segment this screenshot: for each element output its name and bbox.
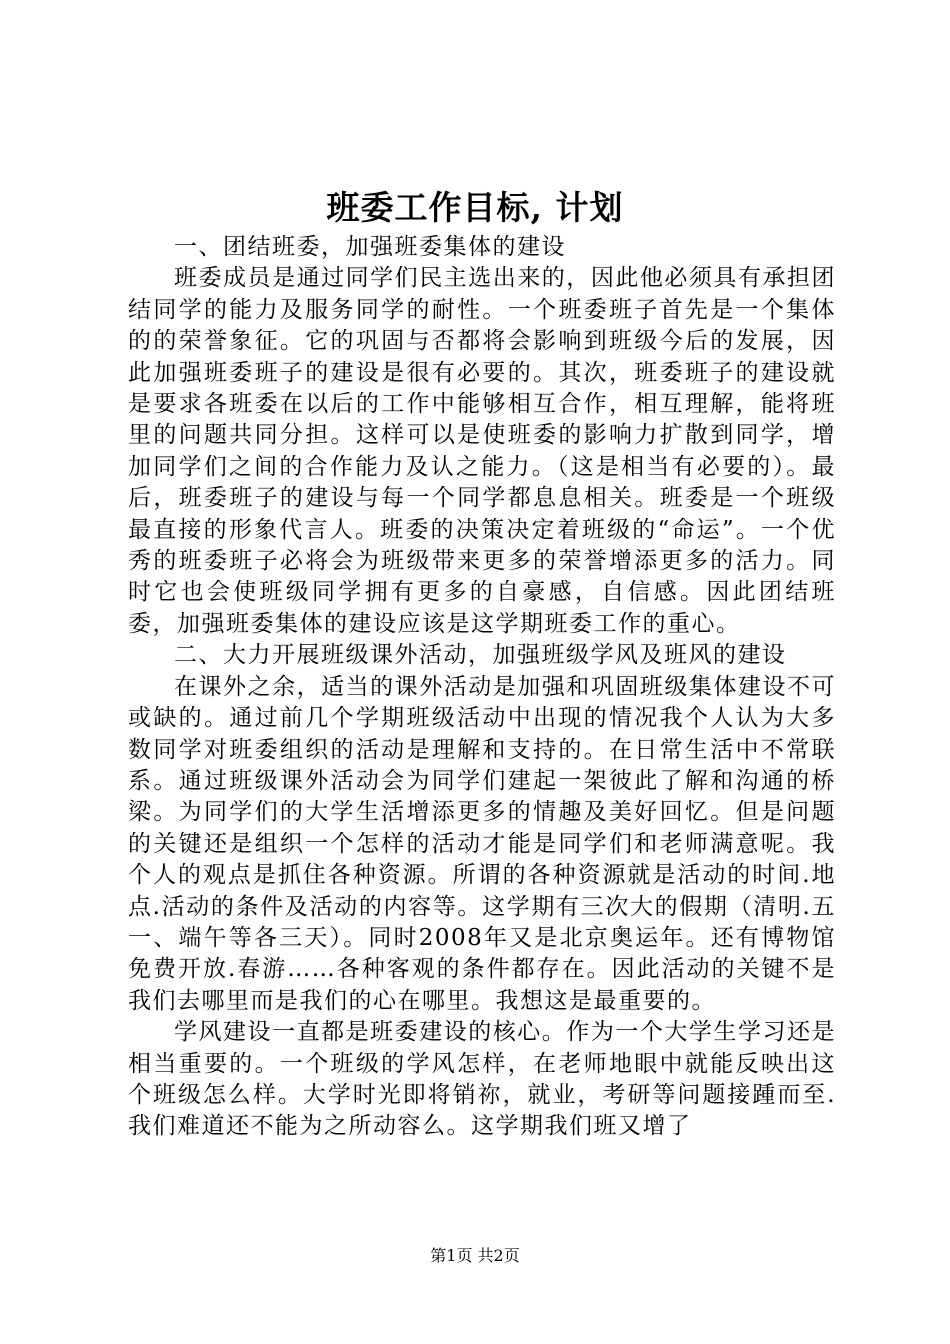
page-number-footer: 第1页 共2页: [430, 1246, 520, 1265]
document-title: 班委工作目标, 计划: [326, 188, 624, 227]
section-heading-2: 二、大力开展班级课外活动，加强班级学风及班风的建设: [174, 642, 787, 669]
paragraph-3: 学风建设一直都是班委建设的核心。作为一个大学生学习还是相当重要的。一个班级的学风怎样，在老师地眼中就能反映出这个班级怎么样。大学时光即将销祢，就业，考研等问题接踵而至.我们难道还不能为之所动容么。这学期我们班又增了: [128, 1019, 836, 1140]
section-heading-1: 一、团结班委，加强班委集体的建设: [174, 234, 566, 260]
paragraph-1: 班委成员是通过同学们民主选出来的，因此他必须具有承担团结同学的能力及服务同学的耐性。一个班委班子首先是一个集体的的荣誉象征。它的巩固与否都将会影响到班级今后的发展，因此加强班委班子的建设是很有必要的。其次，班委班子的建设就是要求各班委在以后的工作中能够相互合作，相互理解，能将班里的问题共同分担。这样可以是使班委的影响力扩散到同学，增加同学们之间的合作能力及认之能力。（这是相当有必要的）。最后，班委班子的建设与每一个同学都息息相关。班委是一个班级最直接的形象代言人。班委的决策决定着班级的“命运”。一个优秀的班委班子必将会为班级带来更多的荣誉增添更多的活力。同时它也会使班级同学拥有更多的自豪感，自信感。因此团结班委，加强班委集体的建设应该是这学期班委工作的重心。: [128, 265, 836, 637]
paragraph-2: 在课外之余，适当的课外活动是加强和巩固班级集体建设不可或缺的。通过前几个学期班级活动中出现的情况我个人认为大多数同学对班委组织的活动是理解和支持的。在日常生活中不常联系。通过班级课外活动会为同学们建起一架彼此了解和沟通的桥梁。为同学们的大学生活增添更多的情趣及美好回忆。但是问题的关键还是组织一个怎样的活动才能是同学们和老师满意呢。我个人的观点是抓住各种资源。所谓的各种资源就是活动的时间.地点.活动的条件及活动的内容等。这学期有三次大的假期（清明.五一、端午等各三天）。同时2008年又是北京奥运年。还有博物馆免费开放.春游……各种客观的条件都存在。因此活动的关键不是我们去哪里而是我们的心在哪里。我想这是最重要的。: [128, 673, 836, 1014]
document-body: [128, 232, 836, 1143]
